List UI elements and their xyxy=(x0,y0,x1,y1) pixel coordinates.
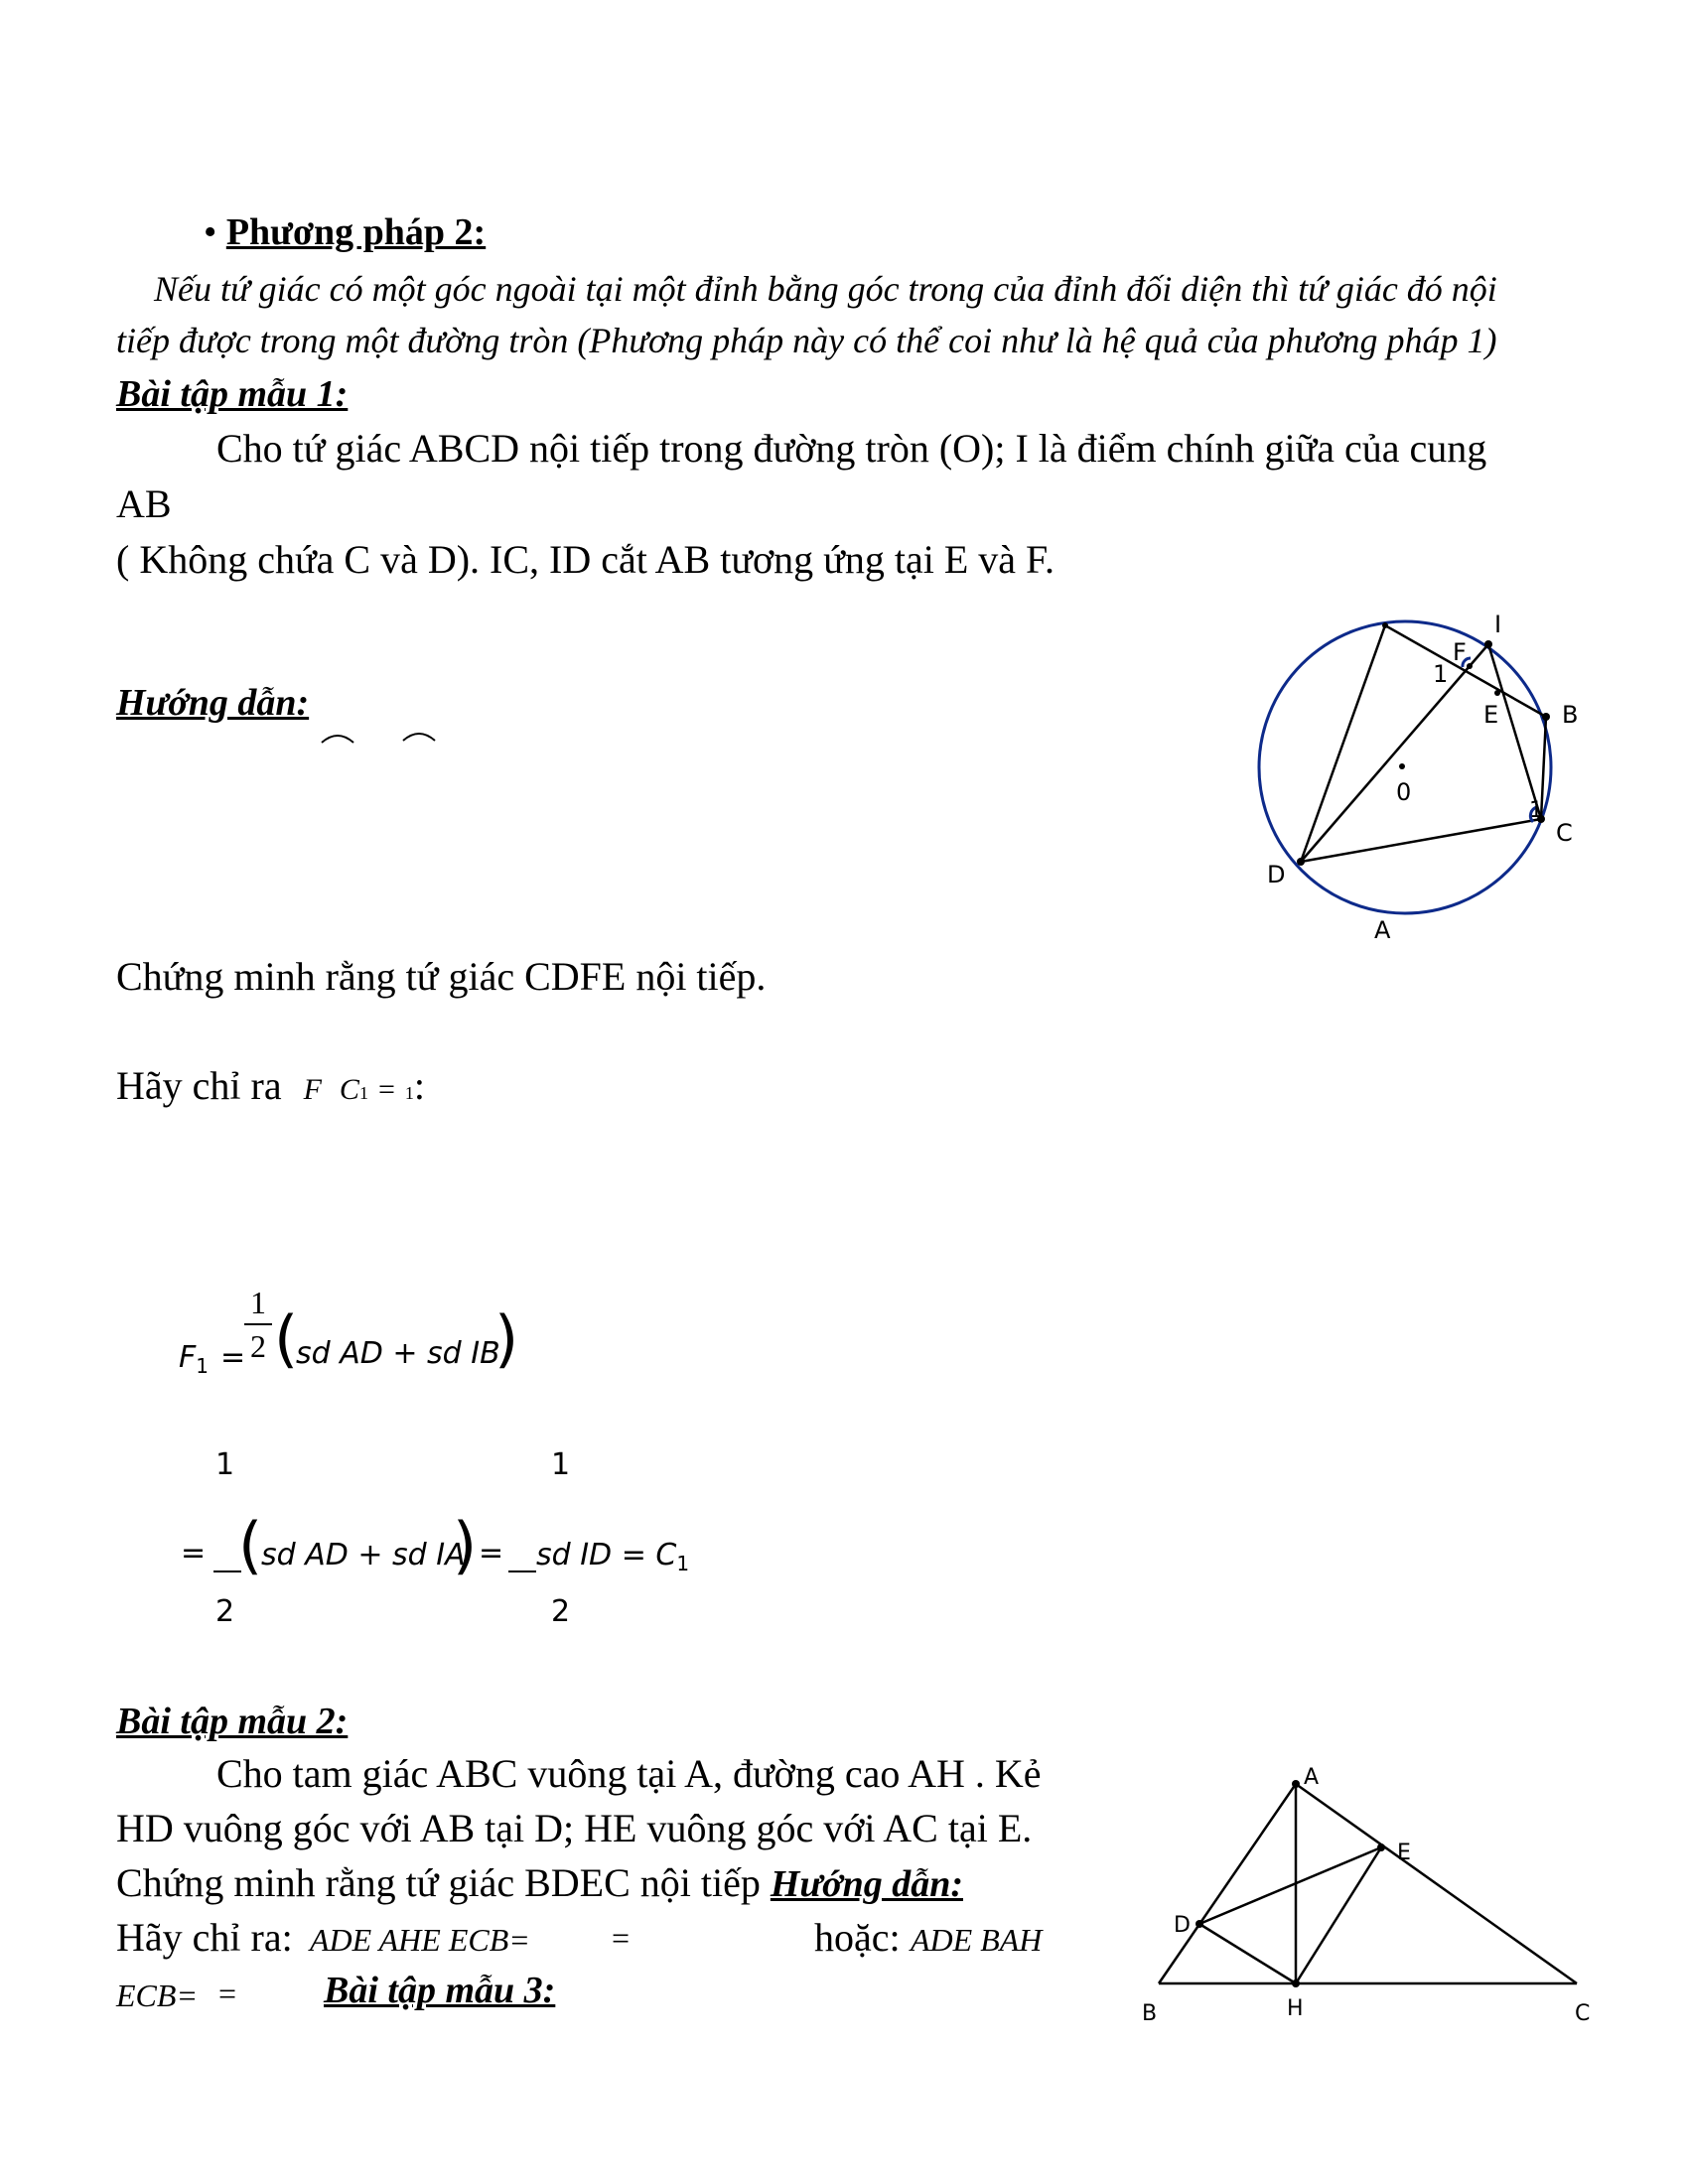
f1-frac-bar xyxy=(244,1323,272,1325)
ex1-prove: Chứng minh rằng tứ giác CDFE nội tiếp. xyxy=(116,954,767,999)
label-e: E xyxy=(1397,1841,1411,1865)
ex2-line5-eq: = xyxy=(218,1976,237,2011)
ex2-or-label: hoặc: xyxy=(814,1915,901,1960)
f2-rparen: ) xyxy=(453,1509,478,1581)
method2-heading: Phương pháp 2: xyxy=(225,211,487,253)
ex1-guide: Hướng dẫn: xyxy=(116,682,310,724)
f1-lparen: ( xyxy=(274,1302,299,1375)
ex2-line1: Cho tam giác ABC vuông tại A, đường cao AH . Kẻ xyxy=(216,1751,1042,1796)
f1-rparen: ) xyxy=(494,1302,519,1375)
ex1-show-row xyxy=(116,1062,425,1109)
ex1-line2: AB xyxy=(116,481,172,526)
ex2-guide: Hướng dẫn: xyxy=(770,1863,963,1905)
f1-expr: sd AD + sd IB xyxy=(296,1336,500,1371)
f1-eq: = xyxy=(220,1340,246,1375)
method2-heading-row xyxy=(204,210,486,254)
ex1-line3: ( Không chứa C và D). IC, ID cắt AB tương ứng tại E và F. xyxy=(116,537,1055,582)
f2-expr: sd AD + sd IA xyxy=(261,1538,466,1572)
f2-frac-bar-2 xyxy=(508,1570,536,1572)
ex2-line3-row xyxy=(116,1859,963,1906)
f2-den2: 2 xyxy=(551,1594,571,1629)
f2-frac-bar-1 xyxy=(213,1570,241,1572)
ex1-show-sub2: 1 xyxy=(404,1083,414,1103)
ex2-or-math: ADE BAH xyxy=(911,1922,1043,1958)
label-a: A xyxy=(1304,1765,1320,1790)
label-b: B xyxy=(1142,2001,1158,2026)
f2-lparen: ( xyxy=(238,1509,263,1581)
ex2-show-prefix: Hãy chỉ ra: xyxy=(116,1915,293,1960)
f1-den: 2 xyxy=(250,1328,266,1364)
ex1-show-sub1: 1 xyxy=(358,1083,368,1103)
label-c: C xyxy=(1556,819,1573,847)
f2-num1: 1 xyxy=(215,1447,235,1482)
method2-desc-line2: tiếp được trong một đường tròn (Phương pháp này có thể coi như là hệ quả của phương pháp 1) xyxy=(116,321,1497,360)
ex2-line2: HD vuông góc với AB tại D; HE vuông góc với AC tại E. xyxy=(116,1806,1033,1850)
ex1-line1: Cho tứ giác ABCD nội tiếp trong đường tròn (O); I là điểm chính giữa của cung xyxy=(216,426,1487,471)
method2-desc-line1: Nếu tứ giác có một góc ngoài tại một đỉnh bằng góc trong của đỉnh đối diện thì tứ giác đó nội xyxy=(154,269,1497,309)
ex2-line3: Chứng minh rằng tứ giác BDEC nội tiếp xyxy=(116,1860,761,1905)
figure-triangle xyxy=(1132,1757,1609,2055)
f2-tail: sd ID = $C_1$ xyxy=(536,1538,690,1575)
figure-circle xyxy=(1246,611,1584,948)
label-e: E xyxy=(1483,701,1499,729)
ex2-show-math: ADE AHE ECB= xyxy=(310,1922,530,1958)
f2-den1: 2 xyxy=(215,1594,235,1629)
label-c-angle-1: 1 xyxy=(1529,798,1543,823)
label-d: D xyxy=(1174,1913,1191,1938)
f2-eq2: = xyxy=(479,1536,504,1570)
ex2-title: Bài tập mẫu 2: xyxy=(116,1701,349,1742)
f1-num: 1 xyxy=(250,1285,266,1320)
label-a: A xyxy=(1374,916,1391,944)
bullet: • xyxy=(204,211,226,253)
ex1-title: Bài tập mẫu 1: xyxy=(116,373,349,415)
circle-o xyxy=(1259,621,1551,913)
label-f: F xyxy=(1453,638,1467,666)
ex1-show-colon: : xyxy=(413,1063,425,1108)
ex2-line5-math: ECB= xyxy=(116,1978,199,2013)
label-f-angle-1: 1 xyxy=(1433,660,1449,688)
f2-eq: = xyxy=(181,1536,207,1570)
label-h: H xyxy=(1287,1996,1304,2021)
ex1-show-math-c: C xyxy=(339,1073,359,1106)
ex1-show-prefix: Hãy chỉ ra xyxy=(116,1063,282,1108)
label-b: B xyxy=(1562,701,1579,729)
ex3-title: Bài tập mẫu 3: xyxy=(324,1970,556,2011)
arc-marks xyxy=(320,725,439,749)
ex2-show-eq: = xyxy=(612,1920,631,1956)
f2-num2: 1 xyxy=(551,1447,571,1482)
label-d: D xyxy=(1267,861,1286,888)
f1-lhs: $F_1$ xyxy=(179,1340,209,1378)
label-c: C xyxy=(1575,2001,1591,2026)
ex1-show-eq: = xyxy=(377,1073,395,1106)
label-o: 0 xyxy=(1396,778,1412,806)
ex1-show-math-f: F xyxy=(303,1073,322,1106)
label-i: I xyxy=(1494,611,1502,638)
